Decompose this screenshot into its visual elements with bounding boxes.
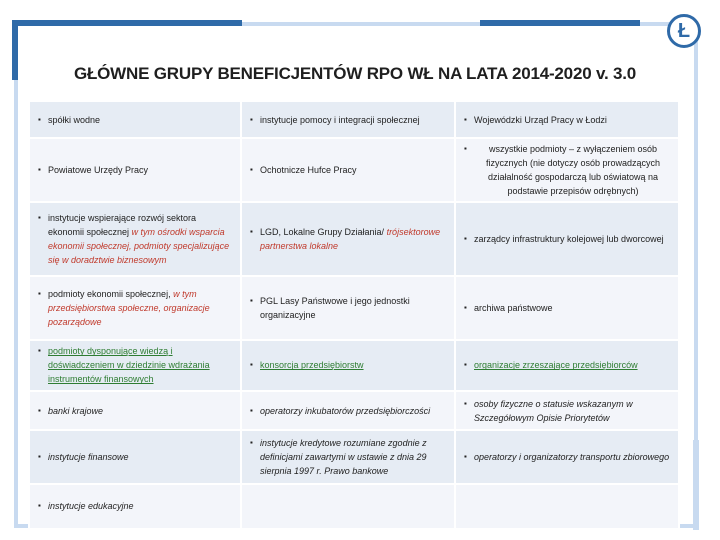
table-row <box>29 276 679 340</box>
cell-text: PGL Lasy Państwowe i jego jednostki organizacyjne <box>260 295 410 320</box>
table-row <box>29 430 679 484</box>
bullet-icon: ▪ <box>250 405 253 415</box>
bullet-icon: ▪ <box>464 451 467 461</box>
table-cell <box>29 138 241 202</box>
bullet-icon: ▪ <box>38 164 41 174</box>
table-row <box>29 138 679 202</box>
logo-glyph: Ł <box>677 19 691 42</box>
cell-text: zarządcy infrastruktury kolejowej lub dworcowej <box>474 233 664 244</box>
table-cell <box>455 276 679 340</box>
page-title: GŁÓWNE GRUPY BENEFICJENTÓW RPO WŁ NA LATA 2014-2020 v. 3.0 <box>73 64 637 83</box>
table-row <box>29 340 679 391</box>
table-cell <box>241 138 455 202</box>
bullet-icon: ▪ <box>38 405 41 415</box>
bullet-icon: ▪ <box>38 501 41 511</box>
cell-text: instytucje finansowe <box>48 451 129 462</box>
cell-text: banki krajowe <box>48 405 104 416</box>
cell-text: Ochotnicze Hufce Pracy <box>260 164 357 175</box>
bullet-icon: ▪ <box>38 114 41 124</box>
table-cell <box>29 101 241 138</box>
table-row <box>29 202 679 276</box>
table-cell <box>241 340 455 391</box>
frame-accent-top-left <box>12 20 242 26</box>
table-cell <box>241 276 455 340</box>
table-row <box>29 484 679 529</box>
bullet-icon: ▪ <box>38 212 41 222</box>
beneficiary-table <box>28 100 680 530</box>
bullet-icon: ▪ <box>38 288 41 298</box>
frame-accent-right <box>693 440 699 530</box>
table-cell <box>241 101 455 138</box>
table-cell-empty <box>241 484 455 529</box>
table-cell <box>455 430 679 484</box>
cell-link[interactable]: podmioty dysponujące wiedzą i doświadczeniem w dziedzinie wdrażania instrumentów finansowych <box>48 346 210 385</box>
table-cell <box>241 391 455 430</box>
cell-text <box>48 287 234 329</box>
cell-link[interactable]: organizacje zrzeszające przedsiębiorców <box>474 360 638 371</box>
bullet-icon: ▪ <box>38 451 41 461</box>
cell-text: Wojewódzki Urząd Pracy w Łodzi <box>474 114 607 125</box>
bullet-icon: ▪ <box>250 360 253 370</box>
cell-text-main: instytucje wspierające rozwój sektora ekonomii społecznej <box>48 212 197 237</box>
table-cell <box>455 340 679 391</box>
table-cell <box>29 276 241 340</box>
table-cell <box>455 138 679 202</box>
cell-text: operatorzy i organizatorzy transportu zbiorowego <box>474 451 670 462</box>
table-row <box>29 101 679 138</box>
bullet-icon: ▪ <box>464 143 467 153</box>
cell-text: wszystkie podmioty – z wyłączeniem osób fizycznych (nie dotyczy osób prowadzących działalność gospodarczą lub oświatową na podstawie przepisów odrębnych) <box>485 143 661 196</box>
cell-text: operatorzy inkubatorów przedsiębiorczości <box>260 405 431 416</box>
cell-text: spółki wodne <box>48 114 101 125</box>
frame-accent-top-right <box>480 20 640 26</box>
cell-text <box>260 225 448 253</box>
cell-text-italic: w tym przedsiębiorstwa społeczne, organizacje pozarządowe <box>48 288 210 327</box>
cell-text: instytucje pomocy i integracji społecznej <box>260 114 420 125</box>
cell-text-italic: w tym ośrodki wsparcia ekonomii społecznej, podmioty specjalizujące się w doradztwie biznesowym <box>48 226 230 265</box>
bullet-icon: ▪ <box>464 398 467 408</box>
cell-text: instytucje kredytowe rozumiane zgodnie z definicjami zawartymi w ustawie z dnia 29 sierpnia 1997 r. Prawo bankowe <box>260 437 427 476</box>
cell-text: osoby fizyczne o statusie wskazanym w Szczegółowym Opisie Priorytetów <box>474 398 633 423</box>
table-cell <box>455 202 679 276</box>
cell-text-main: LGD, Lokalne Grupy Działania/ <box>260 226 387 237</box>
bullet-icon: ▪ <box>38 346 41 356</box>
cell-text: Powiatowe Urzędy Pracy <box>48 164 149 175</box>
bullet-icon: ▪ <box>250 437 253 447</box>
table-cell <box>29 484 241 529</box>
bullet-icon: ▪ <box>250 164 253 174</box>
table-cell <box>241 430 455 484</box>
cell-text: archiwa państwowe <box>474 302 553 313</box>
table-cell <box>29 391 241 430</box>
table-cell <box>29 430 241 484</box>
table-cell <box>29 202 241 276</box>
table-cell <box>29 340 241 391</box>
table-cell <box>241 202 455 276</box>
logo-icon <box>667 14 701 48</box>
table-cell <box>455 391 679 430</box>
bullet-icon: ▪ <box>250 226 253 236</box>
cell-text-italic: trójsektorowe partnerstwa lokalne <box>260 226 441 251</box>
table-cell-empty <box>455 484 679 529</box>
cell-text: instytucje edukacyjne <box>48 501 134 512</box>
bullet-icon: ▪ <box>464 302 467 312</box>
cell-link[interactable]: konsorcja przedsiębiorstw <box>260 360 364 371</box>
table-cell <box>455 101 679 138</box>
table-row <box>29 391 679 430</box>
bullet-icon: ▪ <box>464 114 467 124</box>
bullet-icon: ▪ <box>250 114 253 124</box>
bullet-icon: ▪ <box>464 233 467 243</box>
cell-text <box>48 211 234 267</box>
bullet-icon: ▪ <box>464 360 467 370</box>
frame-accent-left <box>12 20 18 80</box>
cell-text-main: podmioty ekonomii społecznej, <box>48 288 174 299</box>
bullet-icon: ▪ <box>250 295 253 305</box>
